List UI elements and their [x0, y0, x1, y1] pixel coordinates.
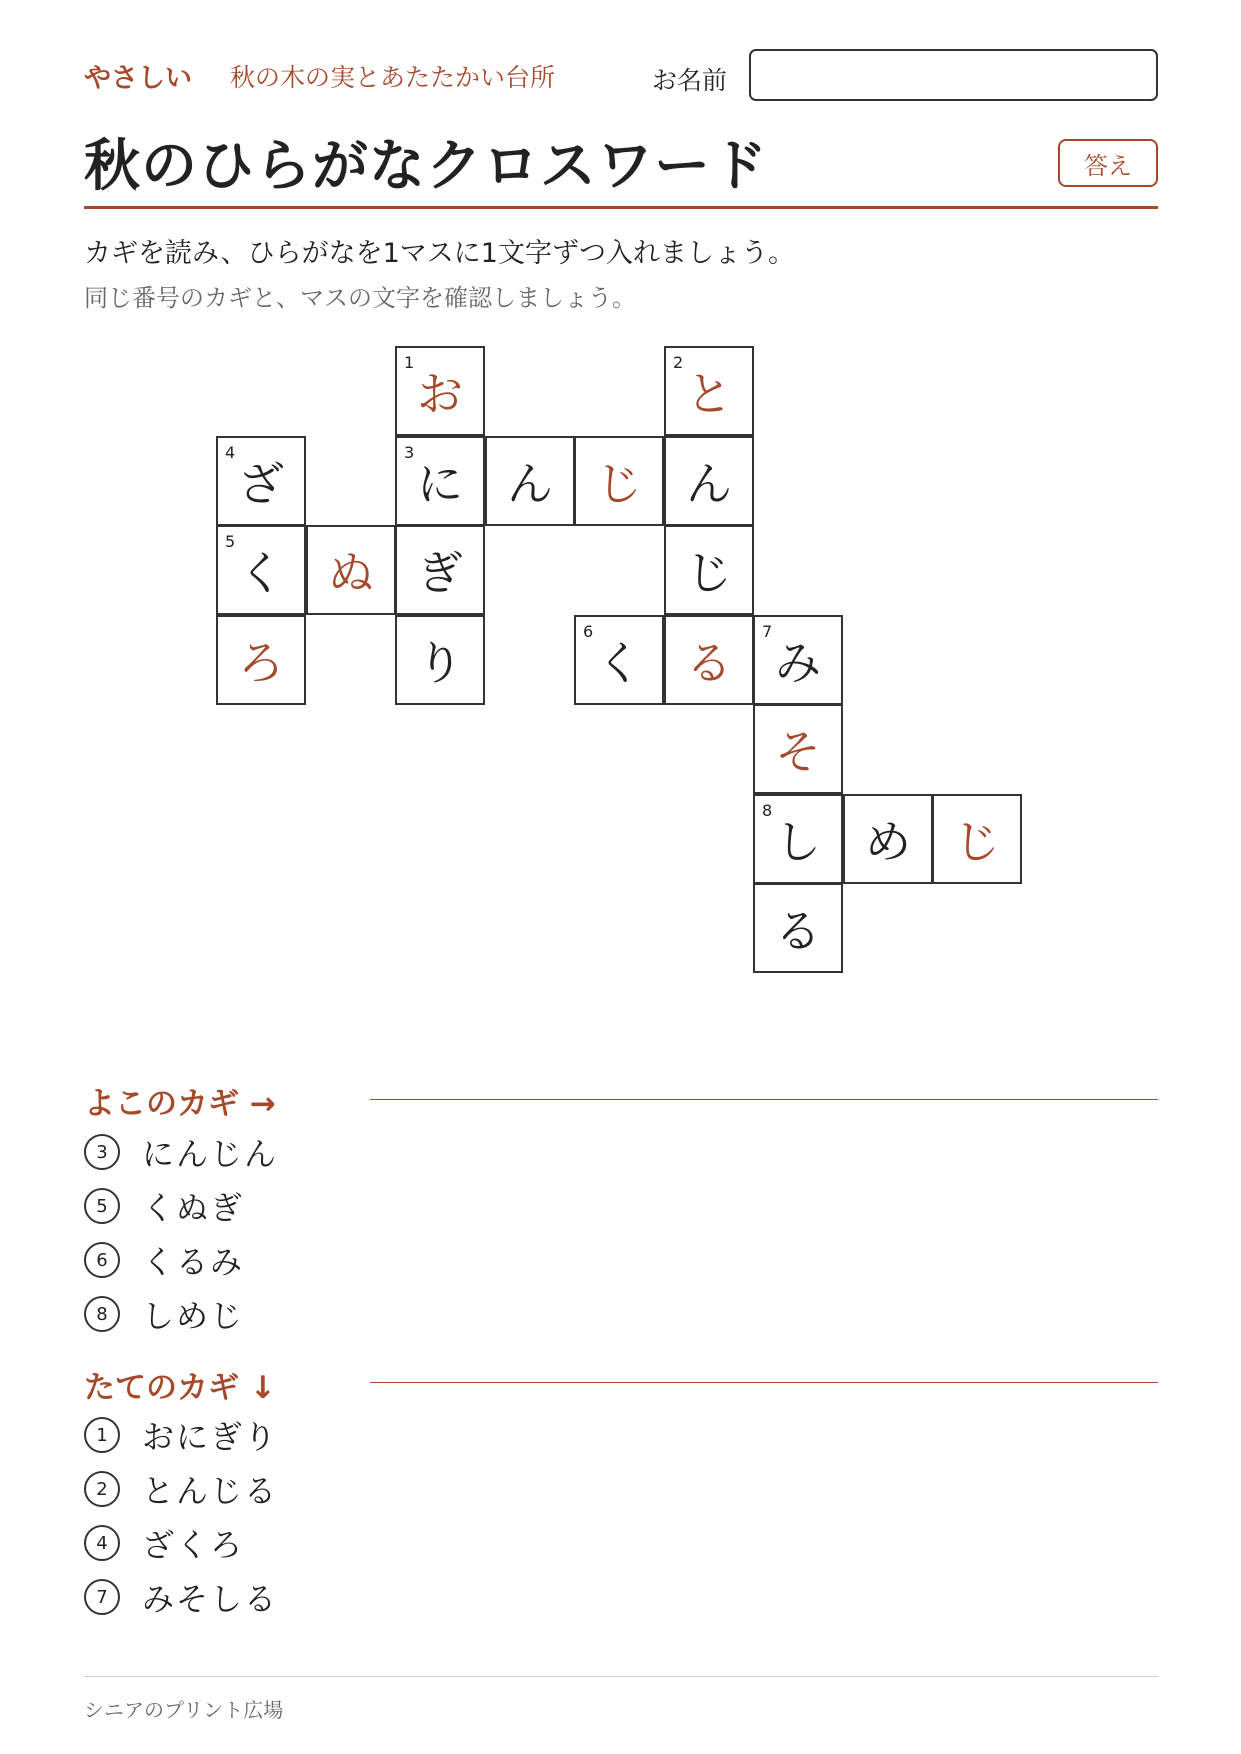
grid-cell[interactable] [395, 346, 485, 436]
page-title: 秋のひらがなクロスワード [84, 134, 768, 199]
cell-letter: み [775, 636, 821, 690]
clue-number: 5 [84, 1188, 120, 1224]
grid-cell[interactable] [753, 794, 843, 884]
cell-number: 8 [762, 801, 773, 820]
cell-letter: ざ [238, 457, 284, 511]
cell-number: 4 [225, 443, 236, 462]
cell-letter: と [686, 367, 732, 421]
cell-letter: ぬ [328, 546, 374, 600]
instruction-text: カギを読み、ひらがなを1マスに1文字ずつ入れましょう。 [84, 238, 795, 269]
cell-letter: ん [507, 457, 553, 511]
cell-letter: め [865, 815, 911, 869]
grid-cell[interactable] [395, 525, 485, 615]
grid-cell[interactable] [574, 615, 664, 705]
clue-answer: しめじ [142, 1297, 245, 1335]
cell-letter: り [417, 636, 463, 690]
cell-number: 1 [404, 353, 415, 372]
grid-cell[interactable] [574, 436, 664, 526]
clue-answer: ざくろ [142, 1526, 245, 1564]
clue-answer: にんじん [142, 1135, 279, 1173]
footer-text: シニアのプリント広場 [84, 1698, 284, 1722]
cell-letter: る [775, 904, 821, 958]
cell-number: 3 [404, 443, 415, 462]
cell-letter: ん [686, 457, 732, 511]
answer-button[interactable]: 答え [1058, 139, 1158, 187]
down-clues-divider [370, 1382, 1158, 1383]
clue-item [84, 1467, 278, 1511]
cell-letter: く [596, 636, 642, 690]
cell-number: 5 [225, 532, 236, 551]
down-clues-title: たてのカギ ↓ [84, 1370, 276, 1406]
grid-cell[interactable] [753, 704, 843, 794]
cell-letter: る [686, 636, 732, 690]
cell-letter: ろ [238, 636, 284, 690]
grid-cell[interactable] [216, 436, 306, 526]
clue-item [84, 1413, 278, 1457]
clue-answer: くぬぎ [142, 1189, 245, 1227]
clue-answer: みそしる [142, 1580, 279, 1618]
footer-divider [84, 1676, 1158, 1677]
cell-letter: じ [954, 815, 1000, 869]
cell-number: 7 [762, 622, 773, 641]
cell-letter: じ [686, 546, 732, 600]
clue-answer: おにぎり [142, 1418, 279, 1456]
clue-item [84, 1184, 244, 1228]
grid-cell[interactable] [664, 525, 754, 615]
grid-cell[interactable] [216, 525, 306, 615]
cell-letter: く [238, 546, 284, 600]
cell-letter: そ [775, 725, 821, 779]
clue-number: 8 [84, 1296, 120, 1332]
cell-letter: し [775, 815, 821, 869]
clue-answer: とんじる [142, 1472, 279, 1510]
cell-letter: に [417, 457, 463, 511]
across-clues-title: よこのカギ → [84, 1086, 276, 1122]
grid-cell[interactable] [395, 615, 485, 705]
cell-letter: お [417, 367, 463, 421]
clue-item [84, 1292, 244, 1336]
grid-cell[interactable] [485, 436, 575, 526]
cell-number: 2 [673, 353, 684, 372]
clue-item [84, 1238, 244, 1282]
clue-answer: くるみ [142, 1243, 245, 1281]
grid-cell[interactable] [664, 615, 754, 705]
difficulty-label: やさしい [84, 63, 192, 94]
instruction-subtext: 同じ番号のカギと、マスの文字を確認しましょう。 [84, 284, 636, 312]
grid-cell[interactable] [306, 525, 396, 615]
cell-number: 6 [583, 622, 594, 641]
clue-item [84, 1521, 244, 1565]
grid-cell[interactable] [664, 436, 754, 526]
cell-letter: じ [596, 457, 642, 511]
clue-number: 2 [84, 1471, 120, 1507]
clue-item [84, 1130, 278, 1174]
grid-cell[interactable] [753, 883, 843, 973]
clue-number: 6 [84, 1242, 120, 1278]
grid-cell[interactable] [843, 794, 933, 884]
clue-number: 1 [84, 1417, 120, 1453]
clue-number: 4 [84, 1525, 120, 1561]
clue-number: 3 [84, 1134, 120, 1170]
grid-cell[interactable] [395, 436, 485, 526]
across-clues-divider [370, 1099, 1158, 1100]
subtitle: 秋の木の実とあたたかい台所 [230, 63, 556, 92]
grid-cell[interactable] [753, 615, 843, 705]
grid-cell[interactable] [664, 346, 754, 436]
clue-item [84, 1575, 278, 1619]
clue-number: 7 [84, 1579, 120, 1615]
cell-letter: ぎ [417, 546, 463, 600]
grid-cell[interactable] [216, 615, 306, 705]
name-label: お名前 [652, 66, 728, 95]
grid-cell[interactable] [932, 794, 1022, 884]
